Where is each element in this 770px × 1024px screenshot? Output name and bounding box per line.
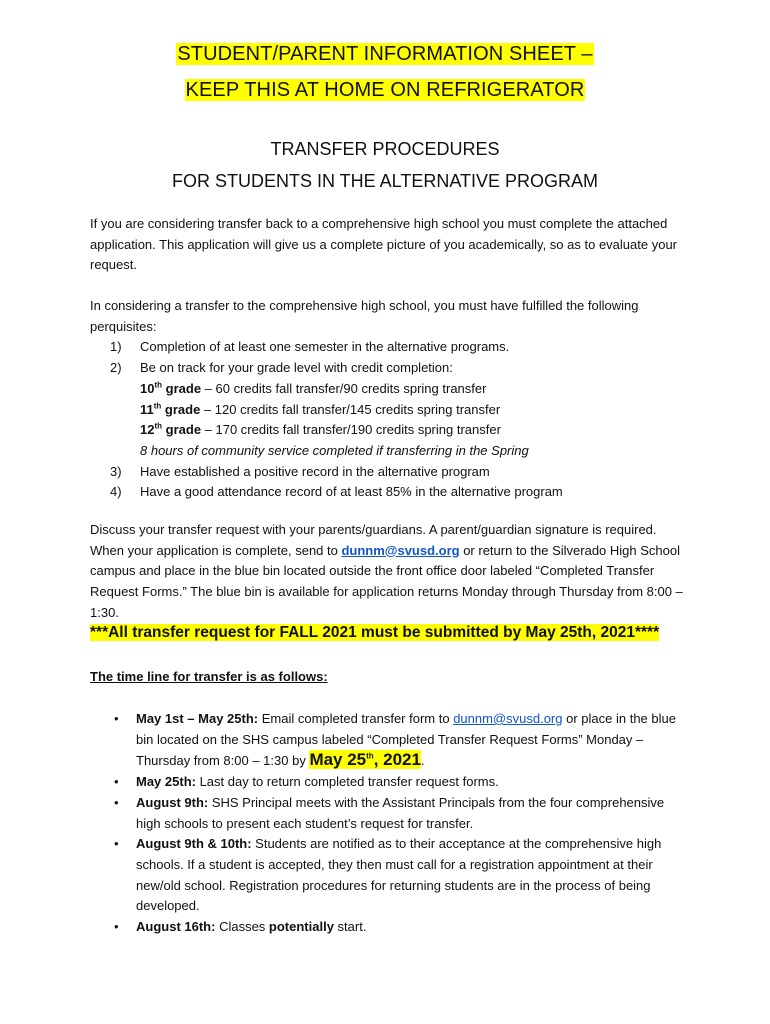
timeline-date: August 16th: bbox=[136, 919, 216, 935]
timeline-list bbox=[90, 709, 690, 938]
grade-label: grade bbox=[162, 380, 202, 396]
email-link[interactable]: dunnm@svusd.org bbox=[453, 711, 563, 726]
timeline-text: start. bbox=[333, 919, 367, 935]
deadline-suffix: th bbox=[366, 751, 374, 761]
prerequisite-number: 3) bbox=[110, 463, 122, 479]
timeline-date: August 9th & 10th: bbox=[136, 836, 252, 852]
discuss-text-1: Discuss your transfer request with your parents/guardians. A parent/guardian signature is required. When your application is complete, send to bbox=[90, 522, 657, 558]
prerequisite-text: Have established a positive record in the alternative program bbox=[140, 463, 490, 479]
intro-paragraph: If you are considering transfer back to a comprehensive high school you must complete the attached application. This application will give us a complete picture of you academically, so as to evaluate your request. bbox=[90, 216, 677, 273]
grade-credits: – 170 credits fall transfer/190 credits spring transfer bbox=[201, 422, 501, 438]
deadline-date: May 25 bbox=[309, 750, 367, 770]
title-line-2 bbox=[0, 78, 770, 102]
prerequisite-item bbox=[90, 482, 690, 503]
timeline-text: Email completed transfer form to bbox=[258, 711, 454, 726]
bullet-icon: • bbox=[114, 836, 119, 852]
grade-credits: – 60 credits fall transfer/90 credits spring transfer bbox=[201, 380, 487, 396]
title-line-1-text: STUDENT/PARENT INFORMATION SHEET – bbox=[177, 43, 593, 65]
grade-requirement bbox=[90, 379, 690, 400]
timeline-text: Last day to return completed transfer request forms. bbox=[195, 774, 499, 790]
timeline-item bbox=[90, 793, 690, 834]
timeline-item bbox=[90, 917, 690, 938]
timeline-date: August 9th: bbox=[136, 794, 209, 810]
bullet-icon: • bbox=[114, 794, 119, 810]
timeline-date: May 25th: bbox=[136, 774, 196, 790]
timeline-heading: The time line for transfer is as follows: bbox=[90, 669, 328, 684]
bullet-icon: • bbox=[114, 711, 119, 726]
subtitle-line-1: TRANSFER PROCEDURES bbox=[270, 139, 500, 159]
prerequisite-text: Be on track for your grade level with credit completion: bbox=[140, 360, 453, 376]
timeline-text: Students are notified as to their acceptance at the comprehensive high schools. If a student is accepted, they then must call for a registration appointment at their new/old school. Registration procedures for returning students are in the process of being developed. bbox=[136, 836, 662, 914]
deadline-year: , 2021 bbox=[373, 750, 421, 770]
timeline-item bbox=[90, 772, 690, 793]
prerequisite-item bbox=[90, 462, 690, 483]
prerequisite-number: 4) bbox=[110, 484, 122, 500]
timeline-text: . bbox=[420, 753, 425, 769]
prerequisites-list bbox=[90, 337, 690, 503]
bullet-icon: • bbox=[114, 774, 119, 790]
grade-credits: – 120 credits fall transfer/145 credits spring transfer bbox=[200, 401, 501, 417]
discuss-text-2: or return to the Silverado High School campus and place in the blue bin located outside the front office door labeled “Completed Transfer Request Forms.” The blue bin is available for application returns Monday through Thursday from 8:00 – 1:30. bbox=[90, 542, 683, 620]
prerequisite-text: Have a good attendance record of at least 85% in the alternative program bbox=[140, 484, 563, 500]
grade-label: grade bbox=[162, 422, 202, 438]
grade-label: grade bbox=[161, 401, 201, 417]
email-link[interactable]: dunnm@svusd.org bbox=[341, 542, 460, 558]
deadline-notice bbox=[90, 622, 659, 644]
timeline-text: or place in the blue bin located on the SHS campus labeled “Completed Transfer Request Forms” Monday – Thursday from 8:00 – 1:30 by bbox=[136, 711, 676, 769]
prerequisite-number: 2) bbox=[110, 360, 122, 376]
grade-requirement bbox=[90, 400, 690, 421]
subtitle-line-2: FOR STUDENTS IN THE ALTERNATIVE PROGRAM bbox=[171, 171, 599, 191]
title-line-2-text: KEEP THIS AT HOME ON REFRIGERATOR bbox=[185, 79, 585, 101]
grade-suffix: th bbox=[153, 401, 162, 411]
prerequisite-number: 1) bbox=[110, 339, 122, 355]
grade-number: 10 bbox=[140, 380, 155, 396]
timeline-text: SHS Principal meets with the Assistant Principals from the four comprehensive high schools to present each student’s request for transfer. bbox=[136, 794, 665, 831]
prerequisites-lead: In considering a transfer to the comprehensive high school, you must have fulfilled the following perquisites: bbox=[90, 298, 639, 334]
grade-number: 12 bbox=[140, 422, 155, 438]
community-service-note: 8 hours of community service completed if transferring in the Spring bbox=[140, 442, 529, 458]
prerequisite-item bbox=[90, 358, 690, 379]
deadline-highlight bbox=[309, 750, 421, 769]
prerequisite-item bbox=[90, 337, 690, 358]
title-line-1 bbox=[0, 42, 770, 66]
timeline-item bbox=[90, 709, 690, 772]
grade-number: 11 bbox=[140, 401, 154, 417]
timeline-date: May 1st – May 25th: bbox=[136, 711, 259, 726]
timeline-emphasis: potentially bbox=[268, 919, 334, 935]
prerequisites-section bbox=[90, 296, 690, 503]
prerequisite-text: Completion of at least one semester in the alternative programs. bbox=[140, 339, 510, 355]
grade-suffix: th bbox=[154, 380, 163, 390]
deadline-notice-text: ***All transfer request for FALL 2021 must be submitted by May 25th, 2021**** bbox=[90, 624, 660, 641]
discuss-paragraph bbox=[90, 520, 690, 624]
bullet-icon: • bbox=[114, 919, 119, 935]
grade-requirement bbox=[90, 420, 690, 441]
grade-suffix: th bbox=[154, 421, 163, 431]
timeline-item bbox=[90, 834, 690, 917]
timeline-text: Classes bbox=[215, 919, 269, 935]
